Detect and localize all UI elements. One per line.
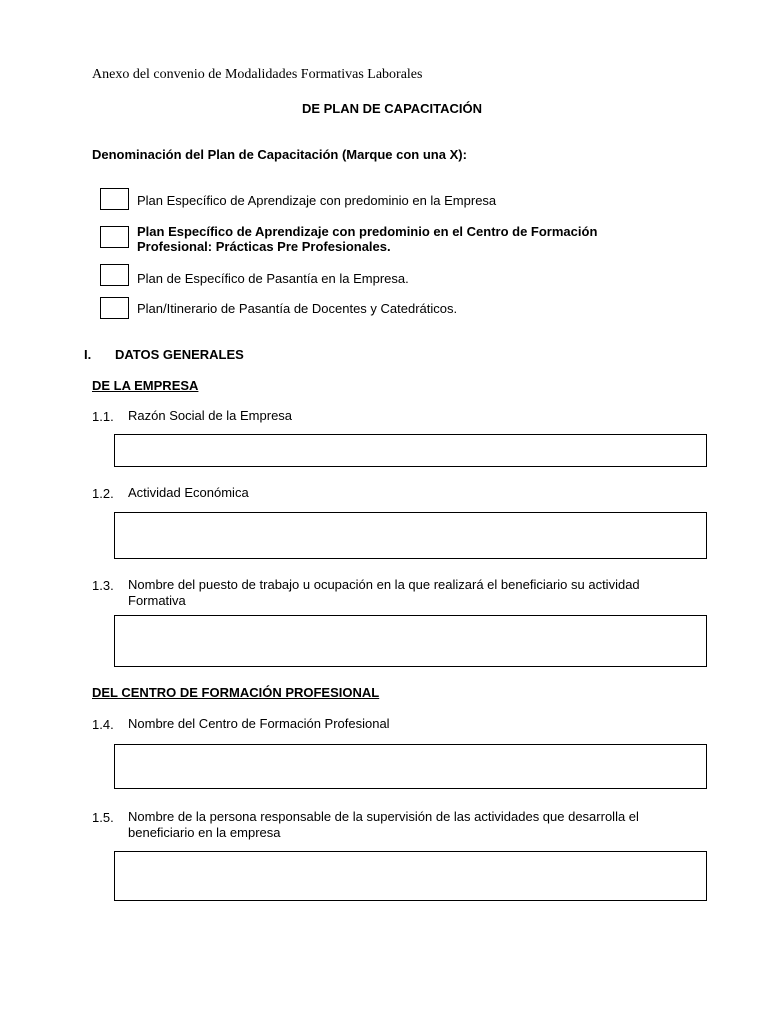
option-1-checkbox[interactable] [100, 188, 129, 210]
field-1-2-label: Actividad Económica [128, 485, 249, 500]
annex-heading: Anexo del convenio de Modalidades Formativas Laborales [92, 67, 423, 82]
option-2-label-line1: Plan Específico de Aprendizaje con predominio en el Centro de Formación [137, 224, 598, 239]
section-number: I. [84, 347, 92, 362]
field-1-5-number: 1.5. [92, 810, 114, 825]
actividad-economica-field[interactable] [114, 512, 707, 559]
field-1-4-number: 1.4. [92, 717, 114, 732]
field-1-5-label-line1: Nombre de la persona responsable de la supervisión de las actividades que desarrolla el [128, 809, 639, 824]
option-3-checkbox[interactable] [100, 264, 129, 286]
option-2-checkbox[interactable] [100, 226, 129, 248]
option-1-label: Plan Específico de Aprendizaje con predominio en la Empresa [137, 193, 497, 208]
field-1-3-label-line2: Formativa [128, 593, 186, 608]
field-1-1-label: Razón Social de la Empresa [128, 408, 293, 423]
field-1-3-label [128, 577, 718, 609]
section-title: DATOS GENERALES [115, 347, 244, 362]
responsable-supervision-field[interactable] [114, 851, 707, 901]
centro-formacion-field[interactable] [114, 744, 707, 789]
razon-social-field[interactable] [114, 434, 707, 467]
option-4-label: Plan/Itinerario de Pasantía de Docentes y Catedráticos. [137, 301, 458, 316]
field-1-2-number: 1.2. [92, 486, 114, 501]
field-1-1-number: 1.1. [92, 409, 114, 424]
field-1-4-label: Nombre del Centro de Formación Profesional [128, 716, 390, 731]
option-2-label-line2: Profesional: Prácticas Pre Profesionales. [137, 239, 391, 254]
option-3-label: Plan de Específico de Pasantía en la Empresa. [137, 271, 409, 286]
empresa-heading: DE LA EMPRESA [92, 378, 199, 393]
field-1-5-label-line2: beneficiario en la empresa [128, 825, 281, 840]
option-2-label [137, 224, 597, 254]
centro-heading: DEL CENTRO DE FORMACIÓN PROFESIONAL [92, 685, 380, 700]
denomination-label: Denominación del Plan de Capacitación (Marque con una X): [92, 147, 467, 162]
field-1-5-label [128, 809, 718, 841]
option-4-checkbox[interactable] [100, 297, 129, 319]
field-1-3-number: 1.3. [92, 578, 114, 593]
document-title: DE PLAN DE CAPACITACIÓN [301, 101, 483, 116]
field-1-3-label-line1: Nombre del puesto de trabajo u ocupación en la que realizará el beneficiario su actividad [128, 577, 640, 592]
puesto-de-trabajo-field[interactable] [114, 615, 707, 667]
